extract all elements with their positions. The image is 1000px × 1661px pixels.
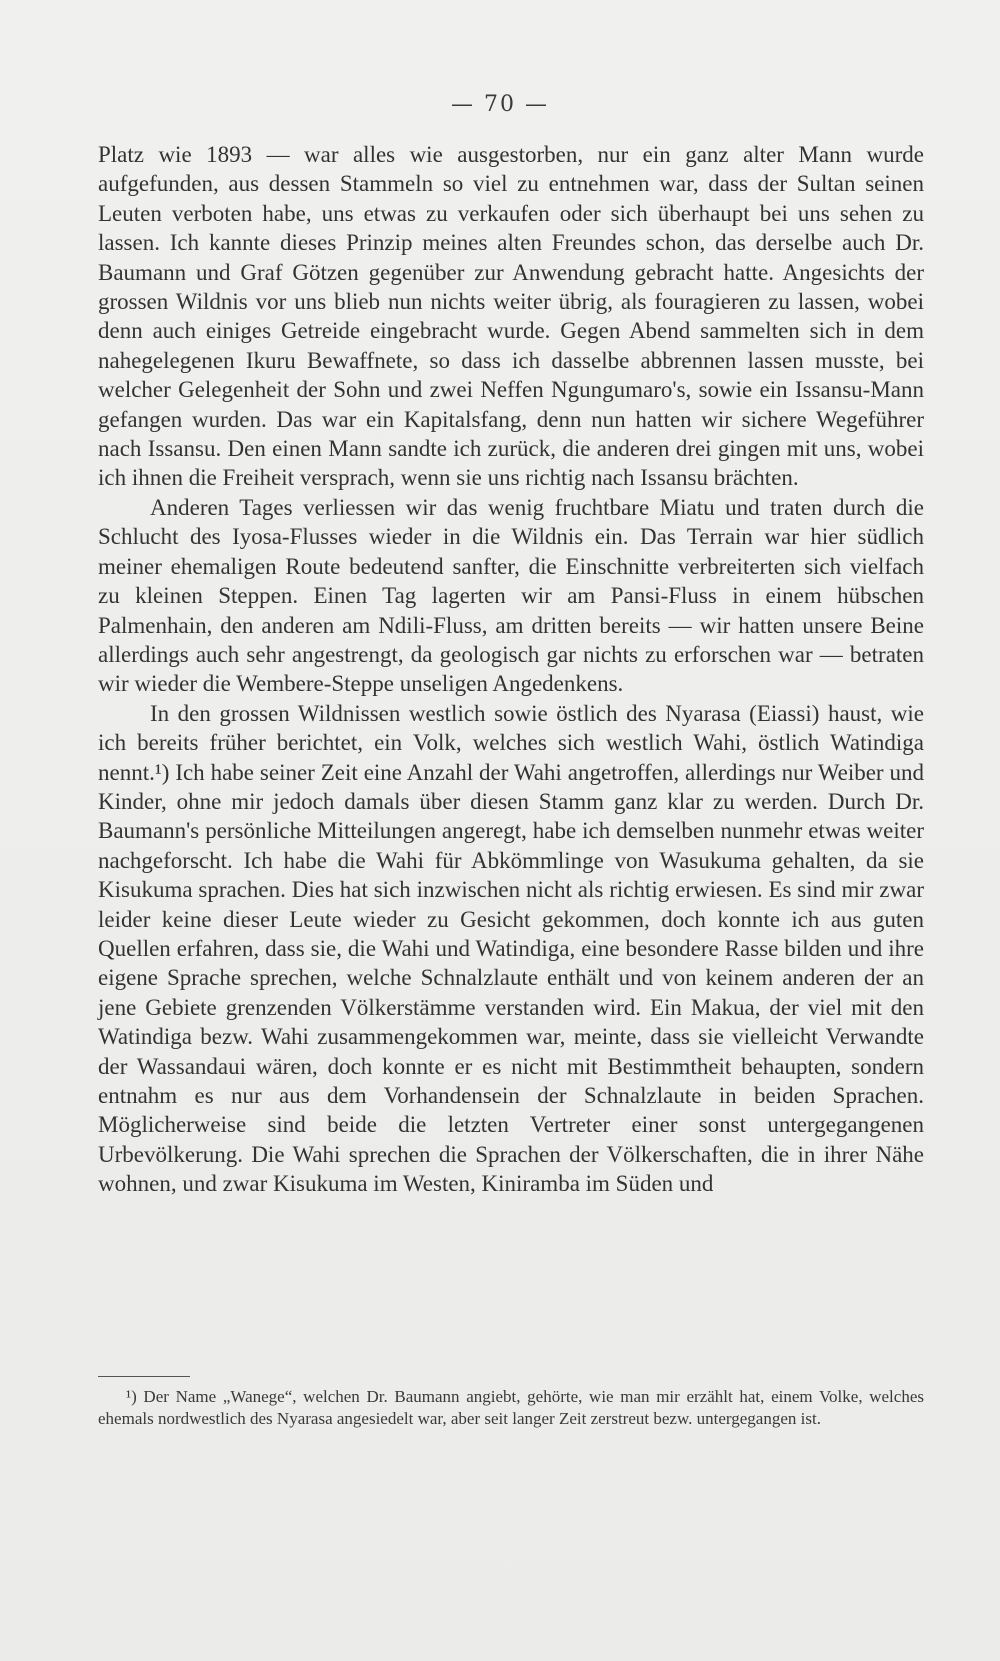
footnote-divider — [98, 1376, 190, 1377]
paragraph-1: Platz wie 1893 — war alles wie ausgestorben, nur ein ganz alter Mann wurde aufgefunden, aus dessen Stammeln so viel zu entnehmen war, dass der Sultan seinen Leuten verboten habe, uns etwas zu verkaufen oder sich überhaupt bei uns sehen zu lassen. Ich kannte dieses Prinzip meines alten Freundes schon, das derselbe auch Dr. Baumann und Graf Götzen gegenüber zur Anwendung gebracht hatte. Angesichts der grossen Wildnis vor uns blieb nun nichts weiter übrig, als fouragieren zu lassen, wobei denn auch einiges Getreide eingebracht wurde. Gegen Abend sammelten sich in dem nahegelegenen Ikuru Bewaffnete, so dass ich dasselbe abbrennen lassen musste, bei welcher Gelegenheit der Sohn und zwei Neffen Ngungumaro's, sowie ein Issansu-Mann gefangen wurden. Das war ein Kapitalsfang, denn nun hatten wir sichere Wegeführer nach Issansu. Den einen Mann sandte ich zurück, die anderen drei gingen mit uns, wobei ich ihnen die Freiheit versprach, wenn sie uns richtig nach Issansu brächten. — [98, 142, 924, 491]
footnote: ¹) Der Name „Wanege“, welchen Dr. Baumann angiebt, gehörte, wie man mir erzählt hat, einem Volke, welches ehemals nordwestlich des Nyarasa angesiedelt war, aber seit langer Zeit zerstreut bezw. untergegangen ist. — [98, 1387, 924, 1428]
paragraph-2: Anderen Tages verliessen wir das wenig fruchtbare Miatu und traten durch die Schlucht des Iyosa-Flusses wieder in die Wildnis ein. Das Terrain war hier südlich meiner ehemaligen Route bedeutend sanfter, die Einschnitte verbreiterten sich vielfach zu kleinen Steppen. Einen Tag lagerten wir am Pansi-Fluss in einem hübschen Palmenhain, den anderen am Ndili-Fluss, am dritten bereits — wir hatten unsere Beine allerdings auch sehr angestrengt, da geologisch gar nichts zu erforschen war — betraten wir wieder die Wembere-Steppe unseligen Angedenkens. — [98, 494, 924, 697]
page-number: — 70 — — [451, 92, 549, 117]
paragraph-3: In den grossen Wildnissen westlich sowie östlich des Nyarasa (Eiassi) haust, wie ich bereits früher berichtet, ein Volk, welches sich westlich Wahi, östlich Watindiga nennt.¹) Ich habe seiner Zeit eine Anzahl der Wahi angetroffen, allerdings nur Weiber und Kinder, ohne mir jedoch damals über diesen Stamm ganz klar zu werden. Durch Dr. Baumann's persönliche Mitteilungen angeregt, habe ich demselben nunmehr etwas weiter nachgeforscht. Ich habe die Wahi für Abkömmlinge von Wasukuma gehalten, da sie Kisukuma sprachen. Dies hat sich inzwischen nicht als richtig erwiesen. Es sind mir zwar leider keine dieser Leute wieder zu Gesicht gekommen, doch konnte ich aus guten Quellen erfahren, dass sie, die Wahi und Watindiga, eine besondere Rasse bilden und ihre eigene Sprache sprechen, welche Schnalzlaute enthält und von keinem anderen der an jene Gebiete grenzenden Völkerstämme verstanden wird. Ein Makua, der viel mit den Watindiga bezw. Wahi zusammengekommen war, meinte, dass sie vielleicht Verwandte der Wassandaui wären, doch konnte er es nicht mit Bestimmtheit behaupten, sondern entnahm es nur aus dem Vorhandensein der Schnalzlaute in beiden Sprachen. Möglicherweise sind beide die letzten Vertreter einer sonst untergegangenen Urbevölkerung. Die Wahi sprechen die Sprachen der Völkerschaften, die in ihrer Nähe wohnen, und zwar Kisukuma im Westen, Kiniramba im Süden und — [98, 700, 924, 1197]
body-text — [98, 140, 924, 1199]
